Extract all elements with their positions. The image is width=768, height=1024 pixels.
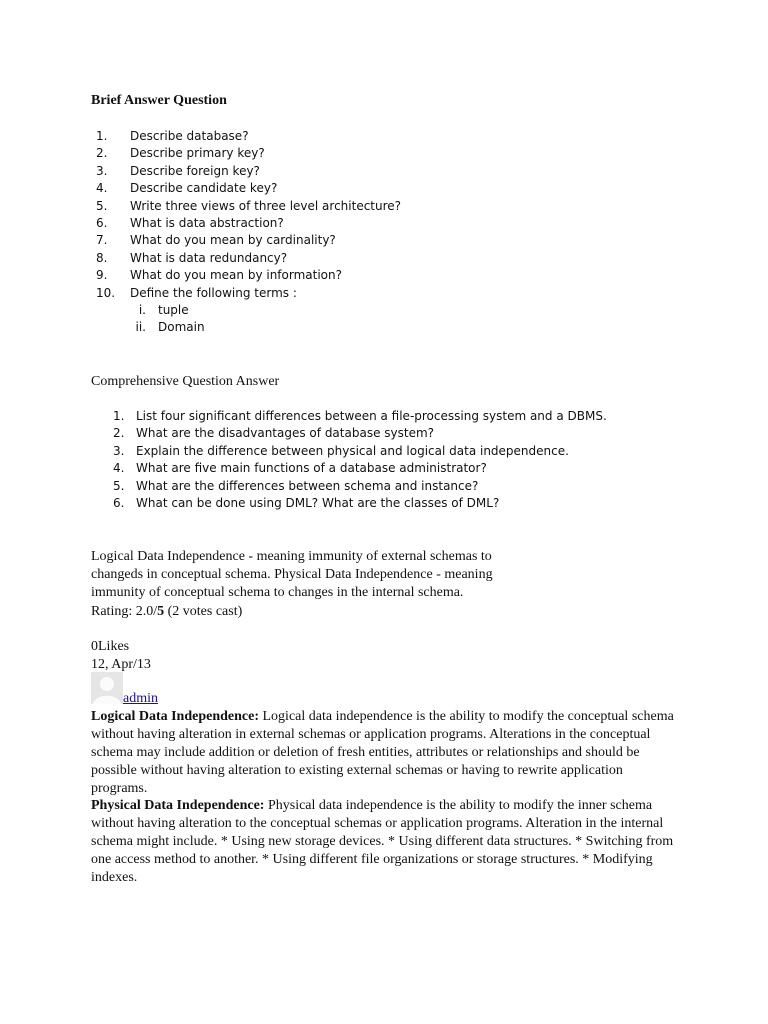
item-number: i.: [138, 303, 146, 317]
item-text: Domain: [158, 320, 205, 335]
item-number: 8.: [96, 250, 108, 265]
item-text: What are five main functions of a database administrator?: [136, 461, 487, 476]
item-number: 9.: [96, 268, 108, 283]
item-text: Describe candidate key?: [130, 181, 278, 196]
item-number: 7.: [96, 233, 108, 248]
item-number: 6.: [96, 215, 108, 230]
rating-max: 5: [157, 604, 165, 619]
item-text: List four significant differences between a file-processing system and a DBMS.: [136, 409, 607, 423]
item-text: What is data abstraction?: [130, 215, 284, 230]
item-number: 1.: [96, 129, 108, 143]
likes-count: 0Likes: [91, 639, 130, 654]
rating-prefix: Rating: 2.0/: [91, 604, 158, 619]
item-number: 3.: [96, 163, 108, 178]
item-text: What do you mean by information?: [130, 268, 342, 283]
item-number: 2.: [113, 426, 125, 441]
item-text: Write three views of three level architecture?: [130, 198, 402, 213]
item-number: 1.: [113, 409, 125, 423]
brief-answer-heading: Brief Answer Question: [91, 93, 227, 108]
item-number: 6.: [113, 495, 125, 510]
item-text: What can be done using DML? What are the classes of DML?: [136, 495, 500, 510]
intro-paragraph: Logical Data Independence - meaning immunity of external schemas to changeds in conceptual schema. Physical Data Independence - meaning immunity of conceptual schema to changes in the internal schema.: [91, 549, 493, 600]
item-text: Describe database?: [130, 129, 249, 143]
item-text: What is data redundancy?: [130, 250, 288, 265]
logical-label: Logical Data Independence:: [91, 709, 259, 724]
item-number: 4.: [113, 461, 125, 476]
item-number: 5.: [113, 478, 125, 493]
author-link[interactable]: admin: [123, 691, 158, 706]
item-text: What are the differences between schema and instance?: [136, 478, 479, 493]
avatar: [91, 672, 123, 704]
user-avatar-icon: [91, 672, 123, 704]
item-number: 2.: [96, 146, 108, 161]
item-text: What are the disadvantages of database system?: [136, 426, 435, 441]
physical-independence-paragraph: [91, 797, 681, 887]
comprehensive-heading: Comprehensive Question Answer: [91, 374, 280, 389]
item-number: 4.: [96, 181, 108, 196]
item-number: 3.: [113, 443, 125, 458]
logical-text: Logical data independence is the ability to modify the conceptual schema without having alteration in external schemas or application programs. Alterations in the conceptual schema may include addition or deletion of fresh entities, attributes or relationships and should be possible without having alteration to existing external schemas or having to rewrite application programs.: [91, 709, 674, 796]
item-text: What do you mean by cardinality?: [130, 233, 336, 248]
logical-independence-paragraph: [91, 708, 681, 798]
item-number: 10.: [96, 285, 116, 300]
item-text: Describe primary key?: [130, 146, 265, 161]
post-date: 12, Apr/13: [91, 657, 151, 672]
physical-label: Physical Data Independence:: [91, 798, 265, 813]
rating-suffix: (2 votes cast): [164, 604, 243, 619]
item-text: tuple: [158, 303, 189, 317]
item-text: Define the following terms :: [130, 285, 297, 300]
physical-text: Physical data independence is the ability to modify the inner schema without having alteration to the conceptual schemas or application programs. Alteration in the internal schema might include. * Using new storage devices. * Using different data structures. * Switching from one access method to another. * Using different file organizations or storage structures. * Modifying indexes.: [91, 798, 674, 885]
rating: [91, 603, 242, 621]
item-text: Describe foreign key?: [130, 163, 260, 178]
item-number: ii.: [135, 320, 146, 335]
item-number: 5.: [96, 198, 108, 213]
item-text: Explain the difference between physical and logical data independence.: [136, 443, 569, 458]
